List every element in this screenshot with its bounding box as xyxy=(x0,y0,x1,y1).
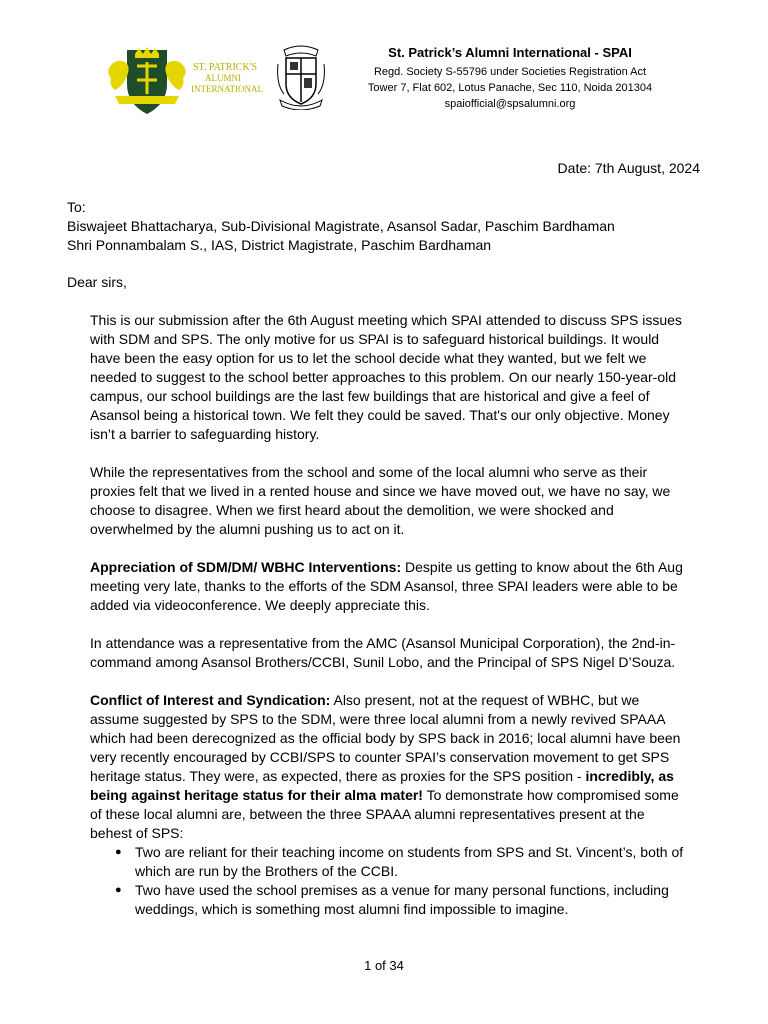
paragraph-conflict xyxy=(90,691,690,843)
letter-body xyxy=(90,311,690,919)
logo-text-line-3: INTERNATIONAL xyxy=(191,84,263,94)
conflict-body-1: Also present, not at the request of WBHC, but we assume suggested by SPS to the SDM, were three local alumni from a newly revived SPAAA which had been derecognized as the official body by SPS back in 2016; local alumni have been very recently encouraged by CCBI/SPS to counter SPAI’s conservation movement to get SPS heritage status. They were, as expected, there as proxies for the SPS position - xyxy=(90,692,681,784)
email-line: spaiofficial@spsalumni.org xyxy=(444,98,576,110)
paragraph-attendance: In attendance was a representative from the AMC (Asansol Municipal Corporation), the 2nd-in-command among Asansol Brothers/CCBI, Sunil Lobo, and the Principal of SPS Nigel D’Souza. xyxy=(90,635,676,670)
bullet-icon: ● xyxy=(115,884,122,896)
logo-text-line-1: ST. PATRICK'S xyxy=(193,62,258,73)
appreciation-body: Despite us getting to know about the 6th Aug meeting very late, thanks to the efforts of the SDM Asansol, three SPAI leaders were able to be added via videoconference. We deeply appreciate this. xyxy=(90,559,683,613)
list-item xyxy=(90,881,690,919)
conflict-heading: Conflict of Interest and Syndication: xyxy=(90,692,331,708)
conflict-list xyxy=(90,843,690,919)
appreciation-heading: Appreciation of SDM/DM/ WBHC Interventions: xyxy=(90,559,402,575)
bullet-icon: ● xyxy=(115,846,122,858)
letterhead xyxy=(330,44,690,112)
salutation: Dear sirs, xyxy=(67,274,127,290)
paragraph-appreciation xyxy=(90,558,690,615)
list-item xyxy=(90,843,690,881)
org-name: St. Patrick’s Alumni International - SPAI xyxy=(388,45,632,60)
list-item-text: Two have used the school premises as a venue for many personal functions, including weddings, which is something most alumni find impossible to imagine. xyxy=(135,882,669,917)
conflict-emphasis: incredibly, as being against heritage status for their alma mater! xyxy=(90,768,674,803)
logo-text-line-2: ALUMNI xyxy=(205,73,241,83)
registration-line: Regd. Society S-55796 under Societies Registration Act xyxy=(373,66,647,78)
page-number: 1 of 34 xyxy=(364,958,404,973)
list-item-text: Two are reliant for their teaching income on students from SPS and St. Vincent’s, both of which are run by the Brothers of the CCBI. xyxy=(135,844,684,879)
school-crest-icon xyxy=(276,44,326,110)
letter-date: Date: 7th August, 2024 xyxy=(557,160,700,176)
paragraph-disagreement: While the representatives from the school and some of the local alumni who serve as their proxies felt that we lived in a rented house and since we have moved out, we have no say, we choose to disagree. When we first heard about the demolition, we were shocked and overwhelmed by the alumni pushing us to act on it. xyxy=(90,464,671,537)
to-label: To: xyxy=(67,199,86,215)
address-line: Tower 7, Flat 602, Lotus Panache, Sec 110, Noida 201304 xyxy=(367,82,653,94)
spai-logo xyxy=(105,46,270,116)
recipient-block xyxy=(67,198,717,255)
paragraph-submission: This is our submission after the 6th August meeting which SPAI attended to discuss SPS issues with SDM and SPS. The only motive for us SPAI is to safeguard historical buildings. It would have been the easy option for us to let the school decide what they wanted, but we felt we needed to suggest to the school better approaches to this problem. On our nearly 150-year-old campus, our school buildings are the last few buildings that are historical and give a feel of Asansol being a historical town. We felt they could be saved. That's our only objective. Money isn’t a barrier to safeguarding history. xyxy=(90,312,682,442)
recipient-1: Biswajeet Bhattacharya, Sub-Divisional Magistrate, Asansol Sadar, Paschim Bardhaman xyxy=(67,218,615,234)
conflict-body-2: To demonstrate how compromised some of these local alumni are, between the three SPAAA alumni representatives present at the behest of SPS: xyxy=(90,787,679,841)
recipient-2: Shri Ponnambalam S., IAS, District Magistrate, Paschim Bardhaman xyxy=(67,237,492,253)
